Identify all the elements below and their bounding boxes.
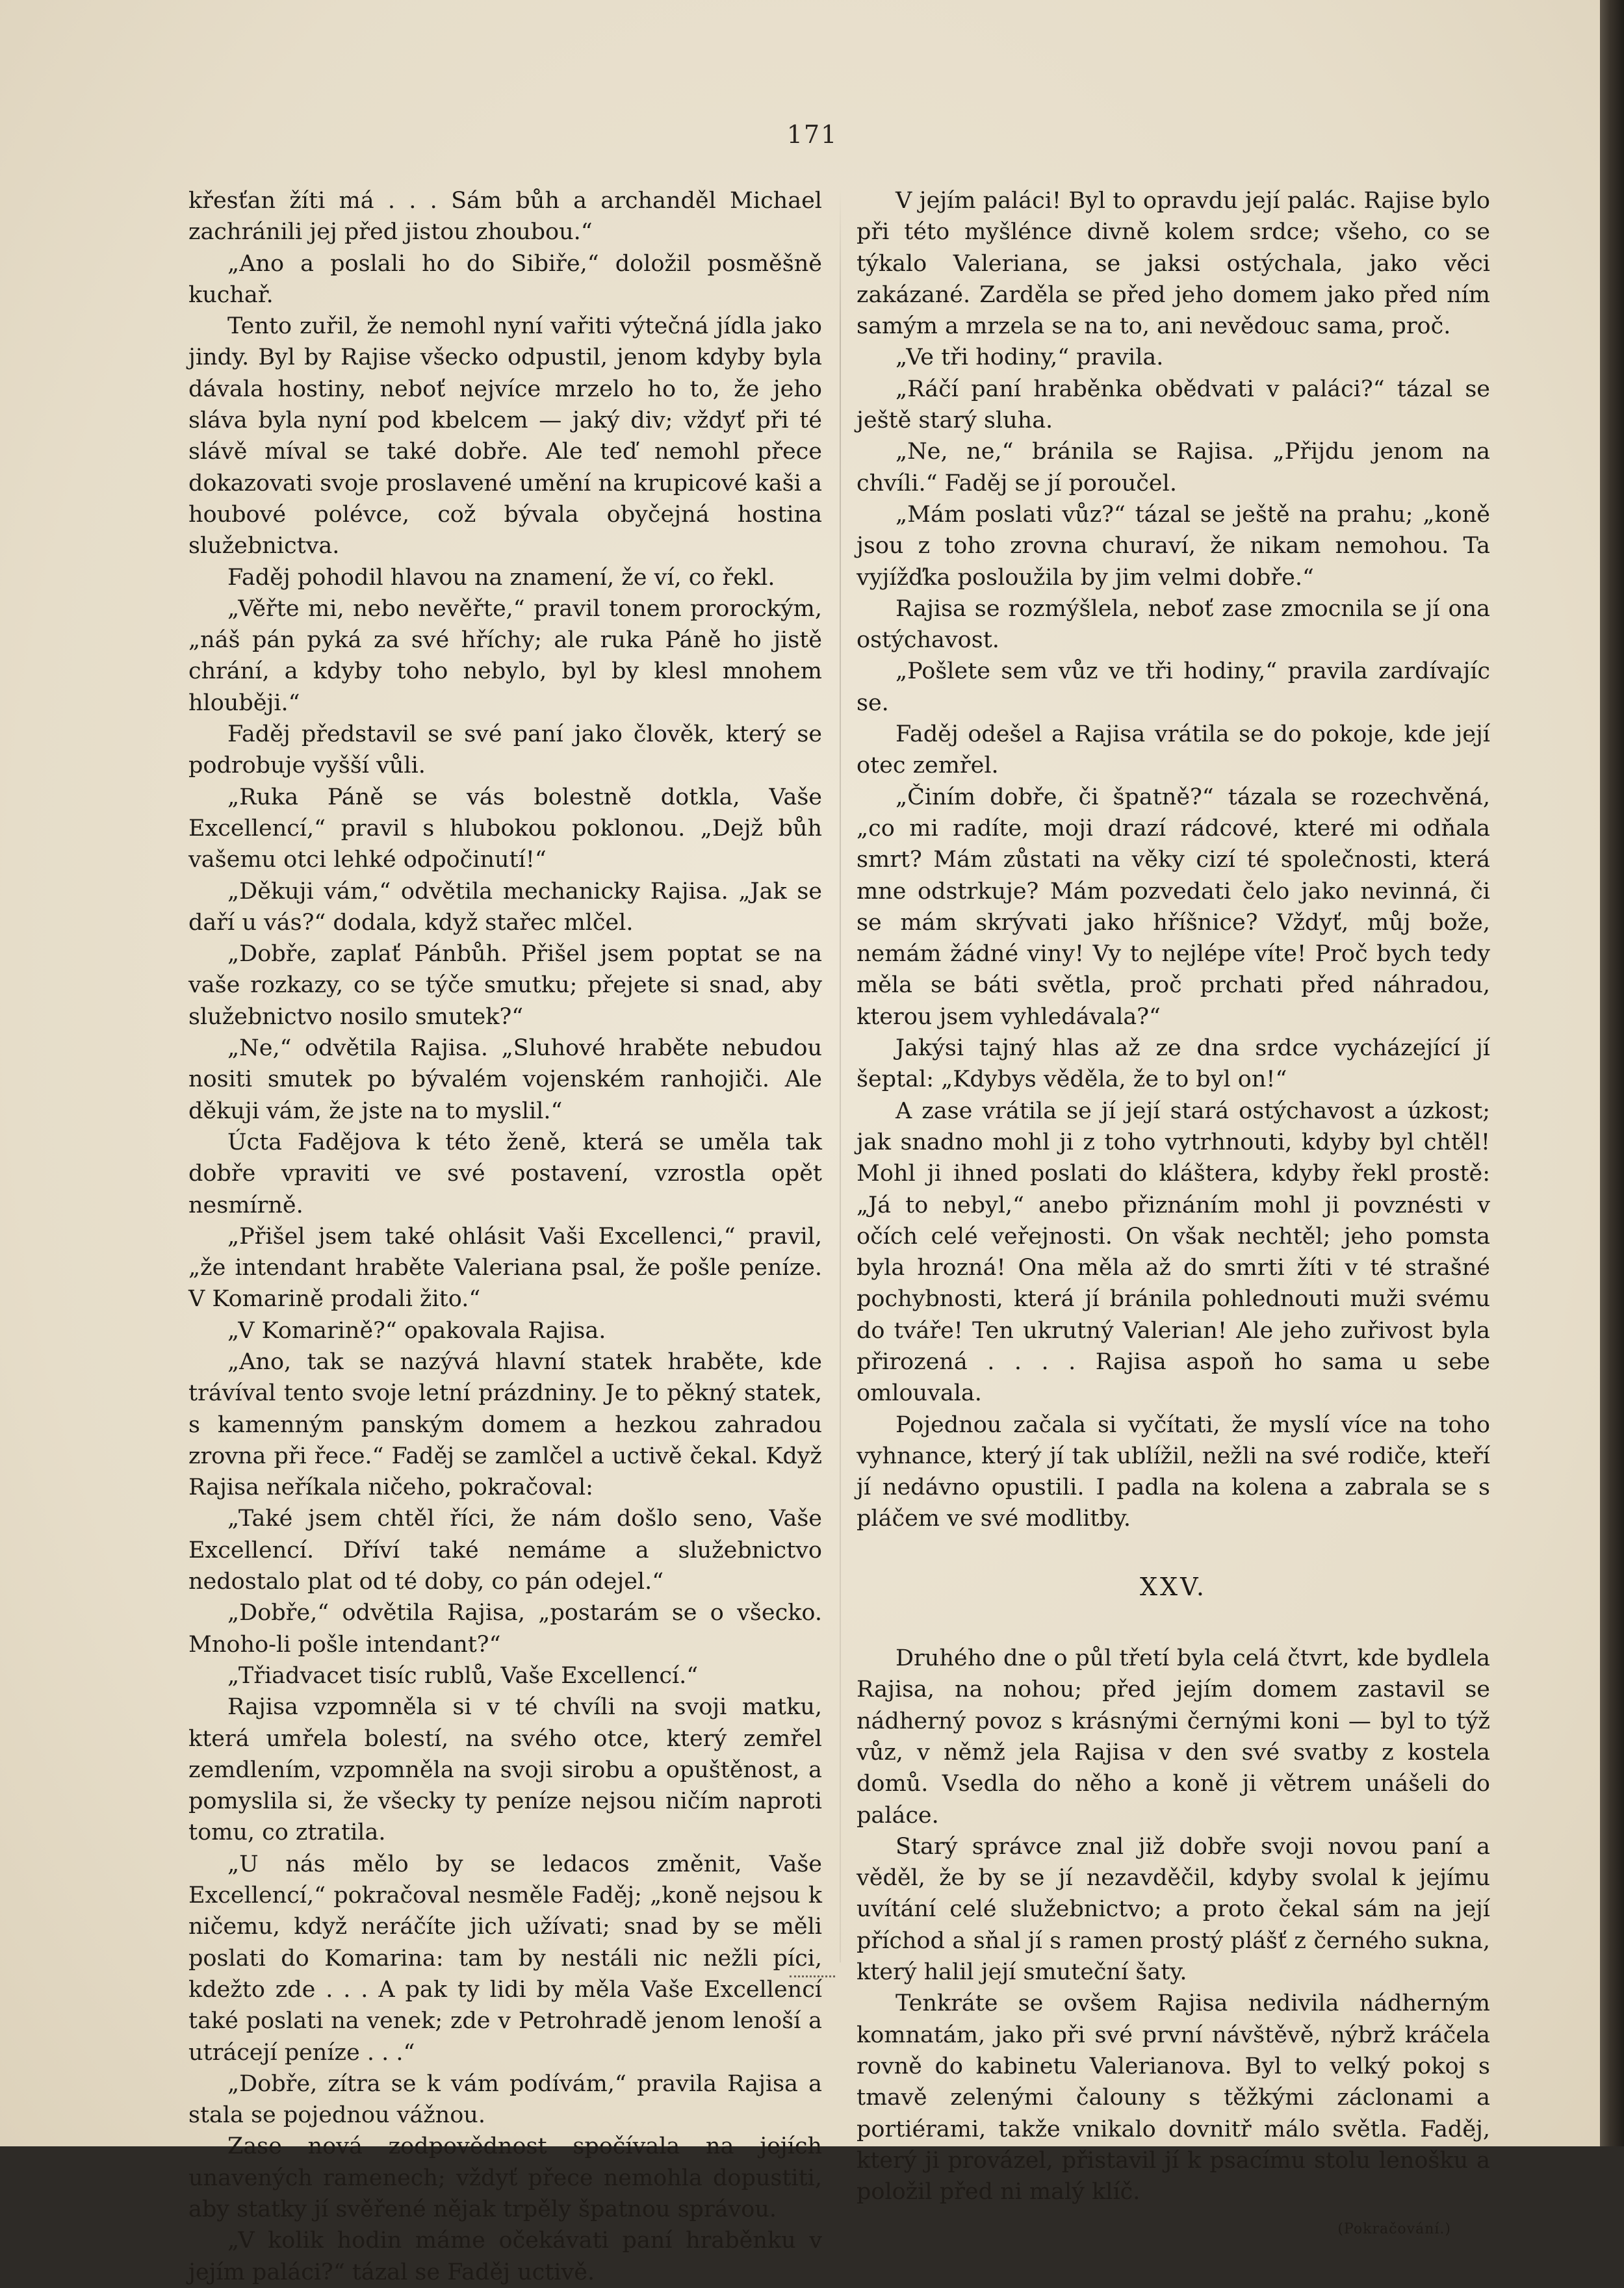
paragraph: křesťan žíti má . . . Sám bůh a archanděl Michael zachránili jej před jistou zhoubou.“	[188, 188, 822, 246]
paragraph: Tenkráte se ovšem Rajisa nedivila nádherným komnatám, jako při své první návštěvě, nýbrž kráčela rovně do kabinetu Valerianova. Byl to velký pokoj s tmavě zelenými čalouny s těžkými záclonami a portiérami, takže vnikalo dovnitř málo světla. Faděj, který ji provázel, přistavil jí k psacímu stolu lenošku a položil před ni malý klíč.	[857, 1990, 1490, 2205]
paragraph: Rajisa vzpomněla si v té chvíli na svoji matku, která umřela bolestí, na svého otce, který zemřel zemdlením, vzpomněla na svoji sirobu a opuštěnost, a pomyslila si, že všecky ty peníze nejsou ničím naproti tomu, co ztratila.	[188, 1694, 822, 1846]
paragraph: Zase nová zodpovědnost spočívala na jejích unavených ramenech; vždyť přece nemohla dopustiti, aby statky jí svěřené nějak trpěly špatnou správou.	[188, 2133, 822, 2222]
paragraph: „Dobře, zítra se k vám podívám,“ pravila Rajisa a stala se pojednou vážnou.	[188, 2070, 822, 2129]
paragraph: V jejím paláci! Byl to opravdu její palác. Rajise bylo při této myšlénce divně kolem srdce; všeho, co se týkalo Valeriana, se jaksi ostýchala, jako věci zakázané. Zarděla se před jeho domem jako před ním samým a mrzela se na to, ani nevědouc sama, proč.	[857, 188, 1490, 340]
paragraph: „Ve tři hodiny,“ pravila.	[896, 344, 1164, 371]
paragraph: „Pošlete sem vůz ve tři hodiny,“ pravila zardívajíc se.	[857, 658, 1490, 716]
paragraph: „V kolik hodin máme očekávati paní hraběnku v jejím paláci?“ tázal se Faděj uctivě.	[188, 2228, 822, 2285]
continuation-note: (Pokračování.)	[1337, 2221, 1451, 2238]
paragraph: „Ano a poslali ho do Sibiře,“ doložil posměšně kuchař.	[188, 250, 822, 308]
paragraph: Úcta Fadějova k této ženě, která se uměla tak dobře vpraviti ve své postavení, vzrostla opět nesmírně.	[188, 1129, 822, 1218]
paragraph: „V Komarině?“ opakovala Rajisa.	[227, 1317, 606, 1344]
paragraph: „Mám poslati vůz?“ tázal se ještě na prahu; „koně jsou z toho zrovna churaví, že nikam nemohou. Ta vyjížďka posloužila by jim velmi dobře.“	[857, 501, 1490, 591]
paragraph: Faděj odešel a Rajisa vrátila se do pokoje, kde její otec zemřel.	[857, 721, 1490, 779]
chapter-heading: XXV.	[1140, 1572, 1207, 1601]
paragraph: „Ruka Páně se vás bolestně dotkla, Vaše Excellencí,“ pravil s hlubokou poklonou. „Dejž bůh vašemu otci lehké odpočinutí!“	[188, 784, 822, 873]
paragraph: Jakýsi tajný hlas až ze dna srdce vycházející jí šeptal: „Kdybys věděla, že to byl on!“	[857, 1035, 1490, 1093]
paragraph: „Ano, tak se nazývá hlavní statek hraběte, kde trávíval tento svoje letní prázdniny. Je to pěkný statek, s kamenným panským domem a hezkou zahradou zrovna při řece.“ Faděj se zamlčel a uctivě čekal. Když Rajisa neříkala ničeho, pokračoval:	[188, 1348, 822, 1501]
paragraph: „U nás mělo by se ledacos změnit, Vaše Excellencí,“ pokračoval nesměle Faděj; „koně nejsou k ničemu, když neráčíte jich užívati; snad by se měli poslati do Komarina: tam by nestáli nic nežli píci, kdežto zde . . . A pak ty lidi by měla Vaše Excellencí také poslati na venek; zde v Petrohradě jenom lenoší a utrácejí peníze . . .“	[188, 1851, 822, 2066]
right-text-column	[857, 185, 1490, 2246]
paragraph: Faděj představil se své paní jako člověk, který se podrobuje vyšší vůli.	[188, 721, 822, 779]
paragraph: Pojednou začala si vyčítati, že myslí více na toho vyhnance, který jí tak ublížil, nežli na své rodiče, kteří jí nedávno opustili. I padla na kolena a zabrala se s pláčem ve své modlitby.	[857, 1411, 1490, 1532]
paragraph: „Ne, ne,“ bránila se Rajisa. „Přijdu jenom na chvíli.“ Faděj se jí poroučel.	[857, 439, 1490, 496]
paragraph: „Činím dobře, či špatně?“ tázala se rozechvěná, „co mi radíte, moji drazí rádcové, které mi odňala smrt? Mám zůstati na věky cizí té společnosti, která mne odstrkuje? Mám pozvedati čelo jako nevinná, či se mám skrývati jako hříšnice? Vždyť, můj bože, nemám žádné viny! Vy to nejlépe víte! Proč bych tedy měla se báti světla, proč prchati před náhradou, kterou jsem vyhledávala?“	[857, 784, 1490, 1030]
page-number: 171	[786, 120, 838, 149]
column-divider	[840, 188, 841, 1962]
paragraph: „Přišel jsem také ohlásit Vaši Excellenci,“ pravil, „že intendant hraběte Valeriana psal, že pošle peníze. V Komarině prodali žito.“	[188, 1223, 822, 1313]
left-text-column	[188, 185, 822, 2288]
paragraph: „Také jsem chtěl říci, že nám došlo seno, Vaše Excellencí. Dříví také nemáme a služebnictvo nedostalo plat od té doby, co pán odejel.“	[188, 1506, 822, 1595]
book-spine-edge	[1600, 0, 1624, 2146]
paragraph: „Ne,“ odvětila Rajisa. „Sluhové hraběte nebudou nositi smutek po bývalém vojenském ranhojiči. Ale děkuji vám, že jste na to myslil.“	[188, 1035, 822, 1124]
paragraph: „Dobře, zaplať Pánbůh. Přišel jsem poptat se na vaše rozkazy, co se týče smutku; přejete si snad, aby služebnictvo nosilo smutek?“	[188, 941, 822, 1030]
paragraph: A zase vrátila se jí její stará ostýchavost a úzkost; jak snadno mohl ji z toho vytrhnouti, kdyby byl chtěl! Mohl ji ihned poslati do kláštera, kdyby řekl prostě: „Já to nebyl,“ anebo přiznáním mohl ji povznésti v očích celé veřejnosti. On však nechtěl; jeho pomsta byla hrozná! Ona měla až do smrti žíti v té strašné pochybnosti, která jí bránila pohlednouti muži svému do tváře! Ten ukrutný Valerian! Ale jeho zuřivost byla přirozená . . . . Rajisa aspoň ho sama u sebe omlouvala.	[857, 1098, 1490, 1407]
paragraph: „Věřte mi, nebo nevěřte,“ pravil tonem prorockým, „náš pán pyká za své hříchy; ale ruka Páně ho jistě chrání, a kdyby toho nebylo, byl by klesl mnohem hlouběji.“	[188, 595, 822, 716]
paragraph: Rajisa se rozmýšlela, neboť zase zmocnila se jí ona ostýchavost.	[857, 595, 1490, 654]
bottom-ornament-divider	[790, 1975, 835, 1977]
paragraph: Druhého dne o půl třetí byla celá čtvrt, kde bydlela Rajisa, na nohou; před jejím domem zastavil se nádherný povoz s krásnými černými koni — byl to týž vůz, v němž jela Rajisa v den své svatby z kostela domů. Vsedla do něho a koně ji větrem unášeli do paláce.	[857, 1645, 1490, 1829]
paragraph: „Ráčí paní hraběnka obědvati v paláci?“ tázal se ještě starý sluha.	[857, 376, 1490, 434]
paragraph: „Dobře,“ odvětila Rajisa, „postarám se o všecko. Mnoho-li pošle intendant?“	[188, 1600, 822, 1658]
paragraph: Faděj pohodil hlavou na znamení, že ví, co řekl.	[227, 564, 775, 591]
paragraph: Tento zuřil, že nemohl nyní vařiti výtečná jídla jako jindy. Byl by Rajise všecko odpustil, jenom kdyby byla dávala hostiny, neboť nejvíce mrzelo ho to, že jeho sláva byla nyní pod kbelcem — jaký div; vždyť při té slávě míval se také dobře. Ale teď nemohl přece dokazovati svoje proslavené umění na krupicové kaši a houbové polévce, což bývala obyčejná hostina služebnictva.	[188, 313, 822, 559]
paragraph: Starý správce znal již dobře svoji novou paní a věděl, že by se jí nezavděčil, kdyby svolal k jejímu uvítání celé služebnictvo; a proto čekal sám na její příchod a sňal jí s ramen prostý plášť z černého sukna, který halil její smuteční šaty.	[857, 1833, 1490, 1986]
paragraph: „Děkuji vám,“ odvětila mechanicky Rajisa. „Jak se daří u vás?“ dodala, když stařec mlčel.	[188, 878, 822, 936]
paragraph: „Třiadvacet tisíc rublů, Vaše Excellencí.“	[227, 1662, 699, 1689]
